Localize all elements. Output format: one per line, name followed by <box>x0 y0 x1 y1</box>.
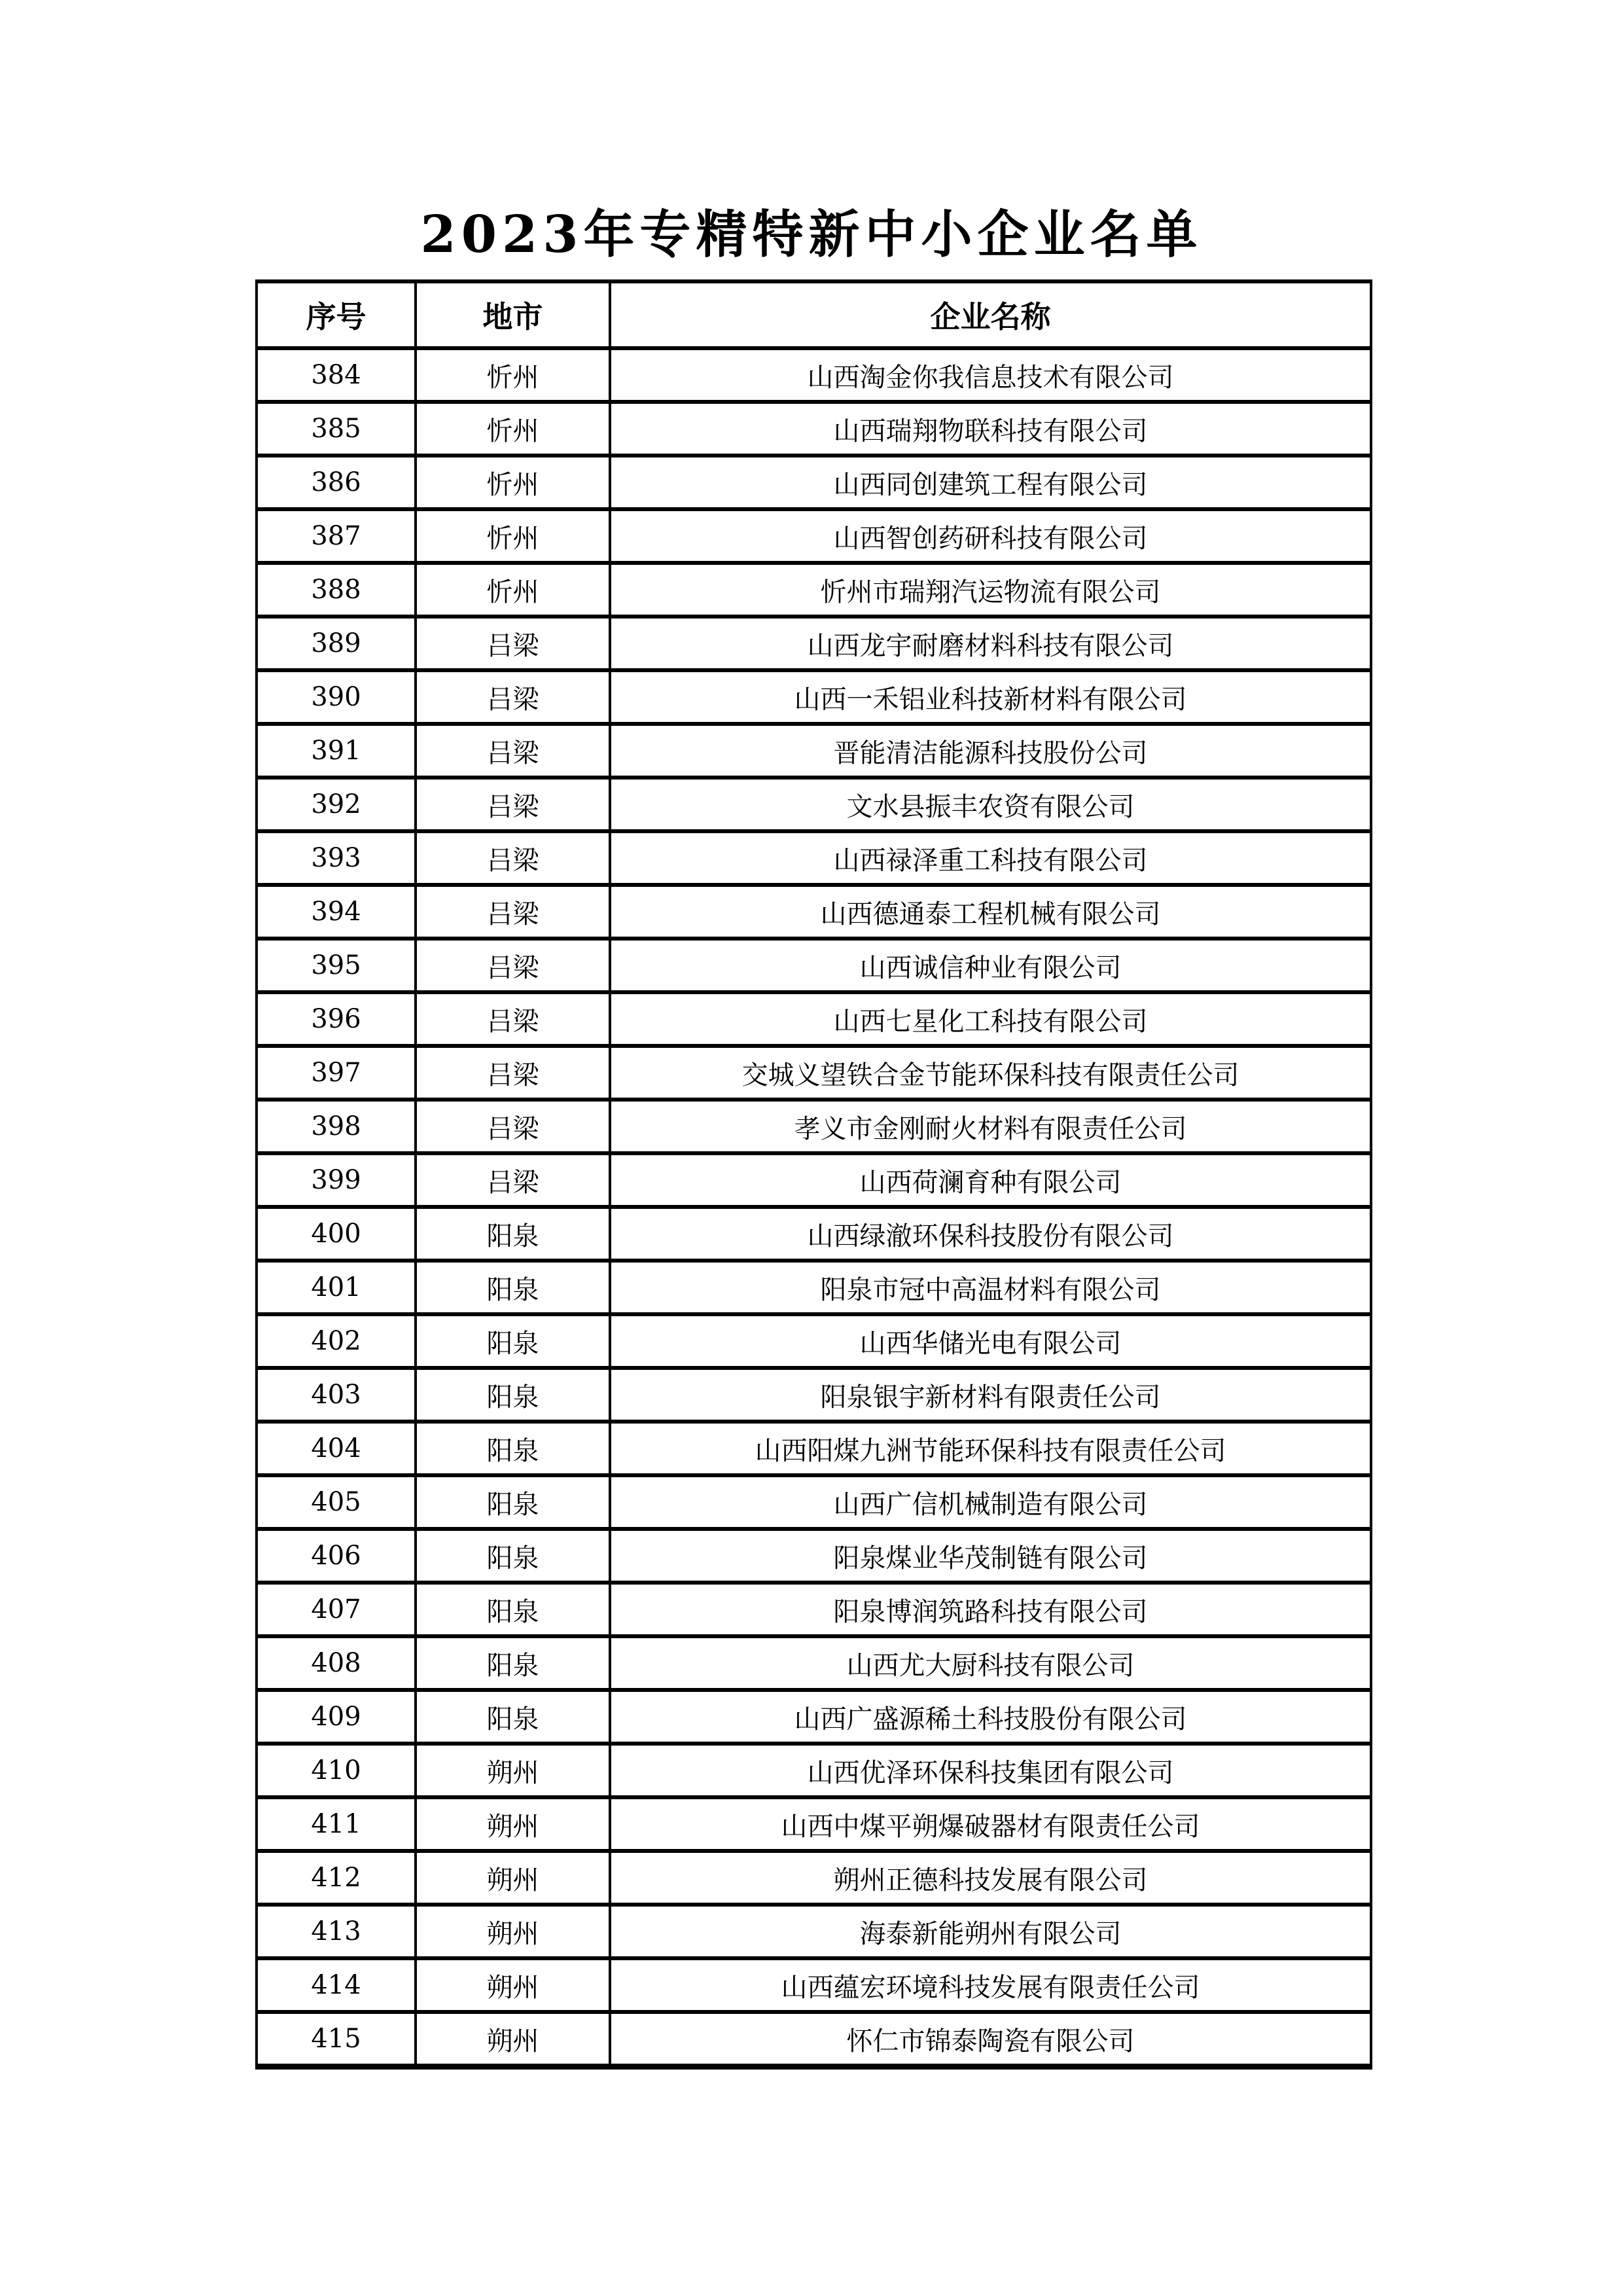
table-row <box>257 1744 1371 1797</box>
row-company-name: 朔州正德科技发展有限公司 <box>610 1851 1371 1905</box>
row-serial-number: 396 <box>257 992 416 1046</box>
table-row <box>257 2012 1371 2067</box>
table-row <box>257 1207 1371 1261</box>
table-row <box>257 992 1371 1046</box>
row-serial-number: 392 <box>257 778 416 831</box>
table-row <box>257 563 1371 617</box>
row-company-name: 文水县振丰农资有限公司 <box>610 778 1371 831</box>
row-serial-number: 406 <box>257 1529 416 1583</box>
row-company-name: 山西瑞翔物联科技有限公司 <box>610 402 1371 456</box>
row-company-name: 山西一禾铝业科技新材料有限公司 <box>610 670 1371 724</box>
row-city: 吕梁 <box>416 1100 610 1153</box>
row-serial-number: 415 <box>257 2012 416 2067</box>
company-list-table <box>255 279 1372 2070</box>
row-company-name: 山西华储光电有限公司 <box>610 1314 1371 1368</box>
row-company-name: 山西广盛源稀土科技股份有限公司 <box>610 1690 1371 1744</box>
table-row <box>257 1368 1371 1422</box>
row-city: 朔州 <box>416 1797 610 1851</box>
row-company-name: 山西阳煤九洲节能环保科技有限责任公司 <box>610 1422 1371 1475</box>
row-serial-number: 405 <box>257 1475 416 1529</box>
row-city: 阳泉 <box>416 1636 610 1690</box>
row-company-name: 山西淘金你我信息技术有限公司 <box>610 348 1371 402</box>
row-city: 吕梁 <box>416 778 610 831</box>
row-city: 阳泉 <box>416 1314 610 1368</box>
row-city: 阳泉 <box>416 1475 610 1529</box>
table-row <box>257 1422 1371 1475</box>
row-serial-number: 391 <box>257 724 416 778</box>
table-row <box>257 831 1371 885</box>
row-city: 阳泉 <box>416 1529 610 1583</box>
row-city: 忻州 <box>416 348 610 402</box>
row-serial-number: 402 <box>257 1314 416 1368</box>
row-company-name: 山西优泽环保科技集团有限公司 <box>610 1744 1371 1797</box>
row-company-name: 孝义市金刚耐火材料有限责任公司 <box>610 1100 1371 1153</box>
row-city: 吕梁 <box>416 617 610 670</box>
row-serial-number: 385 <box>257 402 416 456</box>
row-city: 吕梁 <box>416 724 610 778</box>
row-city: 阳泉 <box>416 1583 610 1636</box>
row-serial-number: 409 <box>257 1690 416 1744</box>
row-city: 忻州 <box>416 456 610 509</box>
table-row <box>257 939 1371 992</box>
row-city: 阳泉 <box>416 1261 610 1314</box>
row-city: 忻州 <box>416 563 610 617</box>
row-city: 阳泉 <box>416 1368 610 1422</box>
header-serial-number: 序号 <box>257 281 416 348</box>
row-company-name: 阳泉市冠中高温材料有限公司 <box>610 1261 1371 1314</box>
header-company-name: 企业名称 <box>610 281 1371 348</box>
table-row <box>257 1583 1371 1636</box>
row-company-name: 海泰新能朔州有限公司 <box>610 1905 1371 1958</box>
row-city: 朔州 <box>416 1744 610 1797</box>
row-company-name: 怀仁市锦泰陶瓷有限公司 <box>610 2012 1371 2067</box>
row-company-name: 山西龙宇耐磨材料科技有限公司 <box>610 617 1371 670</box>
page-title: 2023年专精特新中小企业名单 <box>420 205 1203 264</box>
row-city: 吕梁 <box>416 670 610 724</box>
row-company-name: 阳泉银宇新材料有限责任公司 <box>610 1368 1371 1422</box>
row-city: 阳泉 <box>416 1690 610 1744</box>
row-company-name: 山西荷澜育种有限公司 <box>610 1153 1371 1207</box>
row-city: 吕梁 <box>416 1153 610 1207</box>
table-row <box>257 1529 1371 1583</box>
row-city: 阳泉 <box>416 1422 610 1475</box>
table-row <box>257 1905 1371 1958</box>
row-company-name: 山西七星化工科技有限公司 <box>610 992 1371 1046</box>
table-header-row <box>257 281 1371 348</box>
table-row <box>257 1958 1371 2012</box>
table-row <box>257 509 1371 563</box>
row-city: 忻州 <box>416 402 610 456</box>
row-company-name: 忻州市瑞翔汽运物流有限公司 <box>610 563 1371 617</box>
table-row <box>257 1261 1371 1314</box>
row-city: 朔州 <box>416 1958 610 2012</box>
header-city: 地市 <box>416 281 610 348</box>
row-serial-number: 398 <box>257 1100 416 1153</box>
row-company-name: 山西智创药研科技有限公司 <box>610 509 1371 563</box>
row-company-name: 山西广信机械制造有限公司 <box>610 1475 1371 1529</box>
row-serial-number: 389 <box>257 617 416 670</box>
row-company-name: 山西蕴宏环境科技发展有限责任公司 <box>610 1958 1371 2012</box>
row-city: 忻州 <box>416 509 610 563</box>
table-row <box>257 617 1371 670</box>
table-row <box>257 670 1371 724</box>
row-serial-number: 400 <box>257 1207 416 1261</box>
row-serial-number: 390 <box>257 670 416 724</box>
row-serial-number: 393 <box>257 831 416 885</box>
row-city: 吕梁 <box>416 885 610 939</box>
row-city: 吕梁 <box>416 831 610 885</box>
row-city: 阳泉 <box>416 1207 610 1261</box>
row-company-name: 山西德通泰工程机械有限公司 <box>610 885 1371 939</box>
row-serial-number: 403 <box>257 1368 416 1422</box>
row-serial-number: 413 <box>257 1905 416 1958</box>
row-serial-number: 411 <box>257 1797 416 1851</box>
row-company-name: 交城义望铁合金节能环保科技有限责任公司 <box>610 1046 1371 1100</box>
row-city: 吕梁 <box>416 992 610 1046</box>
row-serial-number: 410 <box>257 1744 416 1797</box>
row-serial-number: 394 <box>257 885 416 939</box>
table-row <box>257 456 1371 509</box>
row-serial-number: 412 <box>257 1851 416 1905</box>
table-row <box>257 778 1371 831</box>
table-row <box>257 1100 1371 1153</box>
row-serial-number: 414 <box>257 1958 416 2012</box>
row-company-name: 山西同创建筑工程有限公司 <box>610 456 1371 509</box>
table-row <box>257 1314 1371 1368</box>
row-serial-number: 404 <box>257 1422 416 1475</box>
table-row <box>257 1636 1371 1690</box>
row-serial-number: 386 <box>257 456 416 509</box>
row-serial-number: 395 <box>257 939 416 992</box>
row-city: 吕梁 <box>416 939 610 992</box>
row-serial-number: 388 <box>257 563 416 617</box>
row-company-name: 阳泉煤业华茂制链有限公司 <box>610 1529 1371 1583</box>
table-row <box>257 1153 1371 1207</box>
row-serial-number: 397 <box>257 1046 416 1100</box>
row-company-name: 山西尤大厨科技有限公司 <box>610 1636 1371 1690</box>
row-company-name: 山西中煤平朔爆破器材有限责任公司 <box>610 1797 1371 1851</box>
row-serial-number: 401 <box>257 1261 416 1314</box>
table-row <box>257 1475 1371 1529</box>
row-company-name: 山西禄泽重工科技有限公司 <box>610 831 1371 885</box>
row-serial-number: 399 <box>257 1153 416 1207</box>
row-serial-number: 408 <box>257 1636 416 1690</box>
table-body <box>257 348 1371 2067</box>
row-serial-number: 387 <box>257 509 416 563</box>
table-row <box>257 1046 1371 1100</box>
table-row <box>257 885 1371 939</box>
table-row <box>257 348 1371 402</box>
row-company-name: 阳泉博润筑路科技有限公司 <box>610 1583 1371 1636</box>
table-row <box>257 1851 1371 1905</box>
row-company-name: 山西绿澈环保科技股份有限公司 <box>610 1207 1371 1261</box>
row-city: 朔州 <box>416 2012 610 2067</box>
row-serial-number: 407 <box>257 1583 416 1636</box>
row-company-name: 晋能清洁能源科技股份公司 <box>610 724 1371 778</box>
row-city: 吕梁 <box>416 1046 610 1100</box>
row-serial-number: 384 <box>257 348 416 402</box>
row-city: 朔州 <box>416 1905 610 1958</box>
row-city: 朔州 <box>416 1851 610 1905</box>
table-row <box>257 1690 1371 1744</box>
table-row <box>257 1797 1371 1851</box>
row-company-name: 山西诚信种业有限公司 <box>610 939 1371 992</box>
table-row <box>257 402 1371 456</box>
table-row <box>257 724 1371 778</box>
